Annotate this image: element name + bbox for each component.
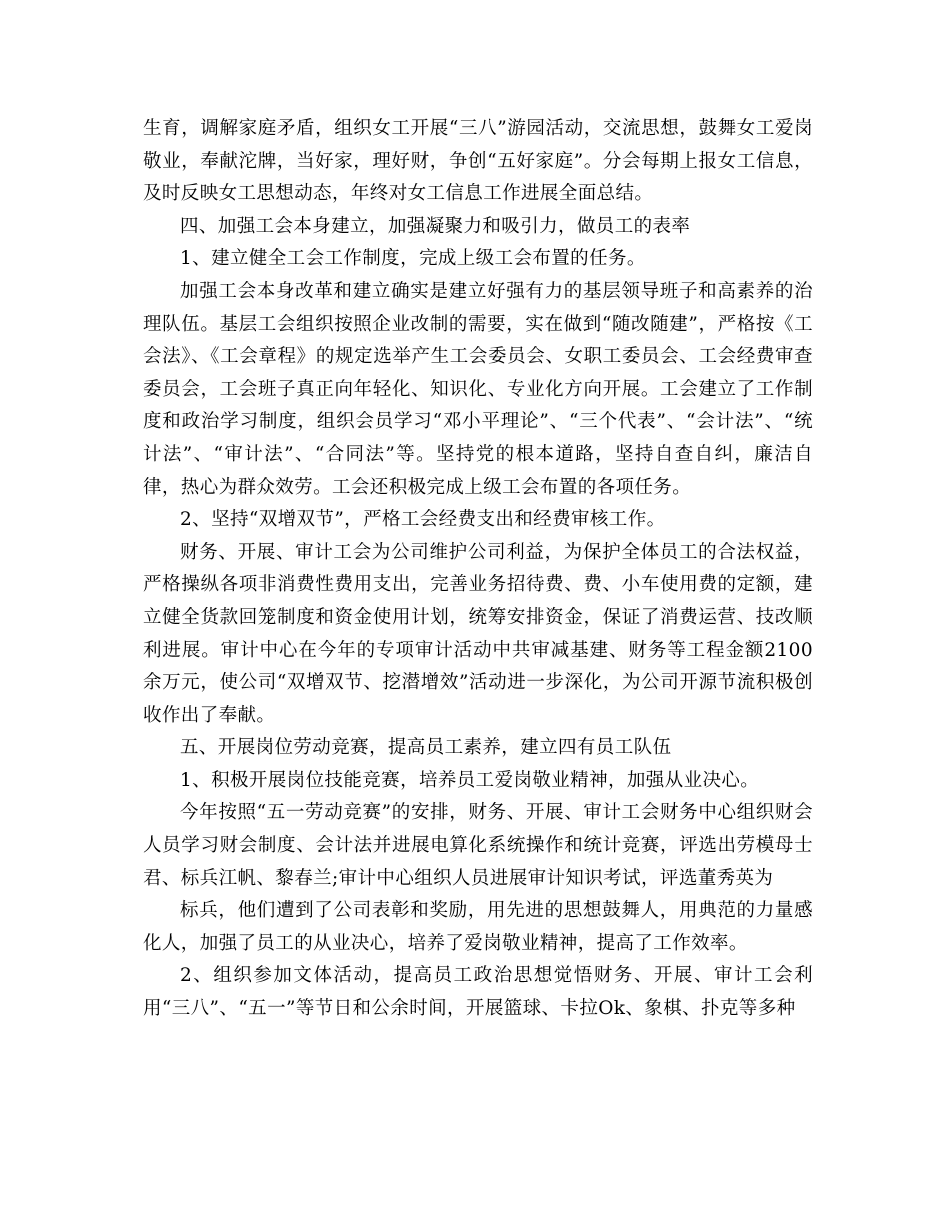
subsection-heading-5-2: 2、组织参加文体活动，提高员工政治思想觉悟财务、开展、审计工会利用“三八”、“五一”等节日和公余时间，开展篮球、卡拉Ok、象棋、扑克等多种 [143, 965, 813, 1020]
paragraph: 加强工会本身改革和建立确实是建立好强有力的基层领导班子和高素养的治理队伍。基层工会组织按照企业改制的需要，实在做到“随改随建”，严格按《工会法》、《工会章程》的规定选举产生工会委员会、女职工委员会、工会经费审查委员会，工会班子真正向年轻化、知识化、专业化方向开展。工会建立了工作制度和政治学习制度，组织会员学习“邓小平理论”、“三个代表”、“会计法”、“统计法”、“审计法”、“合同法”等。坚持党的根本道路，坚持自查自纠，廉洁自律，热心为群众效劳。工会还积极完成上级工会布置的各项任务。 [143, 280, 813, 498]
paragraph: 财务、开展、审计工会为公司维护公司利益，为保护全体员工的合法权益，严格操纵各项非消费性费用支出，完善业务招待费、费、小车使用费的定额，建立健全货款回笼制度和资金使用计划，统筹安排资金，保证了消费运营、技改顺利进展。审计中心在今年的专项审计活动中共审减基建、财务等工程金额2100余万元，使公司“双增双节、挖潜增效”活动进一步深化，为公司开源节流积极创收作出了奉献。 [143, 541, 813, 726]
section-heading-5: 五、开展岗位劳动竞赛，提高员工素养，建立四有员工队伍 [180, 737, 672, 759]
subsection-heading-4-1: 1、建立健全工会工作制度，完成上级工会布置的任务。 [180, 248, 646, 270]
section-heading-4: 四、加强工会本身建立，加强凝聚力和吸引力，做员工的表率 [180, 215, 691, 237]
subsection-heading-4-2: 2、坚持“双增双节”，严格工会经费支出和经费审核工作。 [180, 509, 666, 531]
paragraph-continuation: 生育，调解家庭矛盾，组织女工开展“三八”游园活动，交流思想，鼓舞女工爱岗敬业，奉献沱牌，当好家，理好财，争创“五好家庭”。分会每期上报女工信息，及时反映女工思想动态，年终对女工信息工作进展全面总结。 [143, 118, 813, 205]
paragraph: 标兵，他们遭到了公司表彰和奖励，用先进的思想鼓舞人，用典范的力量感化人，加强了员工的从业决心，培养了爱岗敬业精神，提高了工作效率。 [143, 900, 813, 954]
subsection-heading-5-1: 1、积极开展岗位技能竞赛，培养员工爱岗敬业精神，加强从业决心。 [180, 769, 760, 791]
document-body [143, 113, 813, 1026]
paragraph: 今年按照“五一劳动竞赛”的安排，财务、开展、审计工会财务中心组织财会人员学习财会制度、会计法并进展电算化系统操作和统计竞赛，评选出劳模母士君、标兵江帆、黎春兰;审计中心组织人员进展审计知识考试，评选董秀英为 [143, 802, 813, 889]
